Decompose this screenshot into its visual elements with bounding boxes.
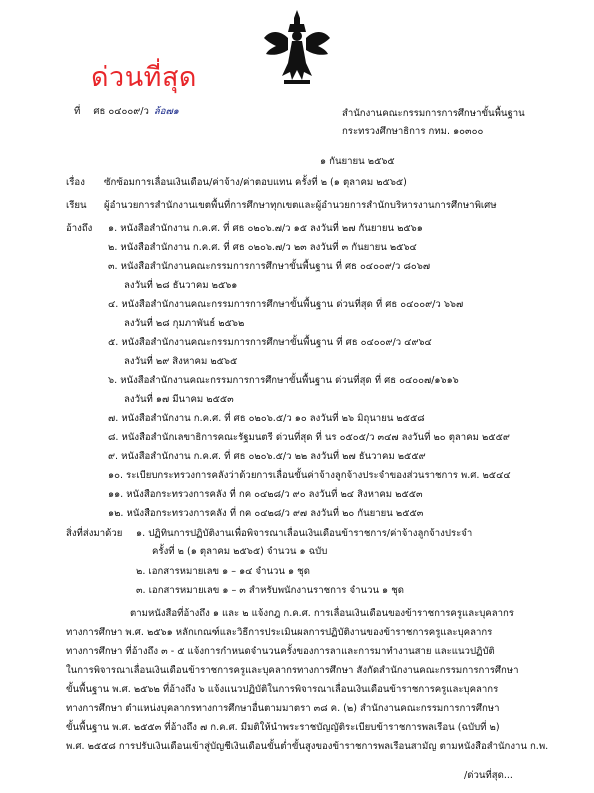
enclosure-line: ครั้งที่ ๒ (๑ ตุลาคม ๒๕๖๕) จำนวน ๑ ฉบับ <box>152 546 328 557</box>
enclosure-line: ๒. เอกสารหมายเลข ๑ – ๑๔ จำนวน ๑ ชุด <box>136 566 310 577</box>
body-line: ทางการศึกษา ที่อ้างถึง ๓ - ๕ แจ้งการกำหนดจำนวนครั้งของการลาและการมาทำงานสาย และแนวปฏิบัติ <box>66 646 495 657</box>
subject-label: เรื่อง <box>66 177 85 188</box>
enclosures-label: สิ่งที่ส่งมาด้วย <box>66 528 123 539</box>
doc-number-value: ศธ ๐๔๐๐๙/ว <box>93 106 149 117</box>
reference-line: ๗. หนังสือสำนักงาน ก.ค.ศ. ที่ ศธ ๐๒๐๖.๕/ว ๑๐ ลงวันที่ ๒๖ มิถุนายน ๒๕๕๘ <box>108 413 425 424</box>
reference-line: ลงวันที่ ๑๗ มีนาคม ๒๕๕๓ <box>124 394 234 405</box>
garuda-emblem-icon <box>262 8 332 88</box>
agency-line-1: สำนักงานคณะกรรมการการศึกษาขั้นพื้นฐาน <box>342 108 525 119</box>
reference-line: ๓. หนังสือสำนักงานคณะกรรมการการศึกษาขั้นพื้นฐาน ที่ ศธ ๐๔๐๐๙/ว ๘๐๖๗ <box>108 261 431 272</box>
body-line: ตามหนังสือที่อ้างถึง ๑ และ ๒ แจ้งกฎ ก.ค.ศ. การเลื่อนเงินเดือนของข้าราชการครูและบุคลากร <box>130 608 514 619</box>
document-date: ๑ กันยายน ๒๕๖๕ <box>320 156 395 167</box>
doc-number-handwritten: ล้อ๗๑ <box>153 106 179 117</box>
body-line: ขั้นพื้นฐาน พ.ศ. ๒๕๖๒ ที่อ้างถึง ๖ แจ้งแนวปฏิบัติในการพิจารณาเลื่อนเงินเดือนข้าราชการครูและบุคลากร <box>66 684 499 695</box>
doc-number-label: ที่ <box>74 106 81 117</box>
reference-line: ๔. หนังสือสำนักงานคณะกรรมการการศึกษาขั้นพื้นฐาน ด่วนที่สุด ที่ ศธ ๐๔๐๐๙/ว ๖๖๗ <box>108 299 464 310</box>
reference-line: ๕. หนังสือสำนักงานคณะกรรมการการศึกษาขั้นพื้นฐาน ที่ ศธ ๐๔๐๐๙/ว ๔๙๖๔ <box>108 337 432 348</box>
references-label: อ้างถึง <box>66 223 93 234</box>
subject-text: ซักซ้อมการเลื่อนเงินเดือน/ค่าจ้าง/ค่าตอบแทน ครั้งที่ ๒ (๑ ตุลาคม ๒๕๖๕) <box>104 177 407 188</box>
continuation-note: /ด่วนที่สุด... <box>464 770 513 781</box>
reference-line: ๒. หนังสือสำนักงาน ก.ค.ศ. ที่ ศธ ๐๒๐๖.๗/ว ๒๓ ลงวันที่ ๓ กันยายน ๒๕๖๔ <box>108 242 417 253</box>
reference-line: ๘. หนังสือสำนักเลขาธิการคณะรัฐมนตรี ด่วนที่สุด ที่ นร ๐๕๐๕/ว ๓๔๗ ลงวันที่ ๒๐ ตุลาคม ๒๕๕๙ <box>108 432 510 443</box>
reference-line: ๑๑. หนังสือกระทรวงการคลัง ที่ กค ๐๔๒๘/ว ๙๐ ลงวันที่ ๒๔ สิงหาคม ๒๕๕๓ <box>108 489 423 500</box>
body-line: ทางการศึกษา พ.ศ. ๒๕๖๑ หลักเกณฑ์และวิธีการประเมินผลการปฏิบัติงานของข้าราชการครูและบุคลากร <box>66 627 493 638</box>
body-line: ทางการศึกษา ตำแหน่งบุคลากรทางการศึกษาอื่นตามมาตรา ๓๘ ค. (๒) สำนักงานคณะกรรมการการศึกษา <box>66 703 500 714</box>
agency-line-2: กระทรวงศึกษาธิการ กทม. ๑๐๓๐๐ <box>342 126 484 137</box>
urgency-stamp: ด่วนที่สุด <box>91 62 197 93</box>
enclosure-line: ๓. เอกสารหมายเลข ๑ – ๓ สำหรับพนักงานราชการ จำนวน ๑ ชุด <box>136 585 404 596</box>
body-line: พ.ศ. ๒๕๕๘ การปรับเงินเดือนเข้าสู่บัญชีเงินเดือนขั้นต่ำขั้นสูงของข้าราชการพลเรือนสามัญ ตามหนังสือสำนักงาน ก.พ. <box>66 741 549 752</box>
reference-line: ลงวันที่ ๒๘ ธันวาคม ๒๕๖๑ <box>124 280 238 291</box>
enclosure-line: ๑. ปฏิทินการปฏิบัติงานเพื่อพิจารณาเลื่อนเงินเดือนข้าราชการ/ค่าจ้างลูกจ้างประจำ <box>136 528 473 539</box>
body-line: ขั้นพื้นฐาน พ.ศ. ๒๕๕๓ ที่อ้างถึง ๗ ก.ค.ศ. มีมติให้นำพระราชบัญญัติระเบียบข้าราชการพลเรือน (ฉบับที่ ๒) <box>66 722 500 733</box>
reference-line: ๑๐. ระเบียบกระทรวงการคลังว่าด้วยการเลื่อนขั้นค่าจ้างลูกจ้างประจำของส่วนราชการ พ.ศ. ๒๕๔๔ <box>108 470 511 481</box>
body-line: ในการพิจารณาเลื่อนเงินเดือนข้าราชการครูและบุคลากรทางการศึกษา สังกัดสำนักงานคณะกรรมการการศึกษา <box>66 665 519 676</box>
doc-number <box>74 106 179 118</box>
reference-line: ๙. หนังสือสำนักงาน ก.ค.ศ. ที่ ศธ ๐๒๐๖.๕/ว ๒๒ ลงวันที่ ๒๗ ธันวาคม ๒๕๕๙ <box>108 451 426 462</box>
reference-line: ๖. หนังสือสำนักงานคณะกรรมการการศึกษาขั้นพื้นฐาน ด่วนที่สุด ที่ ศธ ๐๔๐๐๗/๑๖๑๖ <box>108 375 459 386</box>
reference-line: ๑. หนังสือสำนักงาน ก.ค.ศ. ที่ ศธ ๐๒๐๖.๗/ว ๑๕ ลงวันที่ ๒๗ กันยายน ๒๕๖๑ <box>108 223 423 234</box>
reference-line: ลงวันที่ ๒๘ กุมภาพันธ์ ๒๕๖๒ <box>124 318 245 329</box>
reference-line: ลงวันที่ ๒๙ สิงหาคม ๒๕๖๕ <box>124 356 238 367</box>
to-text: ผู้อำนวยการสำนักงานเขตพื้นที่การศึกษาทุกเขตและผู้อำนวยการสำนักบริหารงานการศึกษาพิเศษ <box>104 200 497 211</box>
reference-line: ๑๒. หนังสือกระทรวงการคลัง ที่ กค ๐๔๒๘/ว ๙๗ ลงวันที่ ๒๐ กันยายน ๒๕๕๓ <box>108 508 424 519</box>
to-label: เรียน <box>66 200 87 211</box>
